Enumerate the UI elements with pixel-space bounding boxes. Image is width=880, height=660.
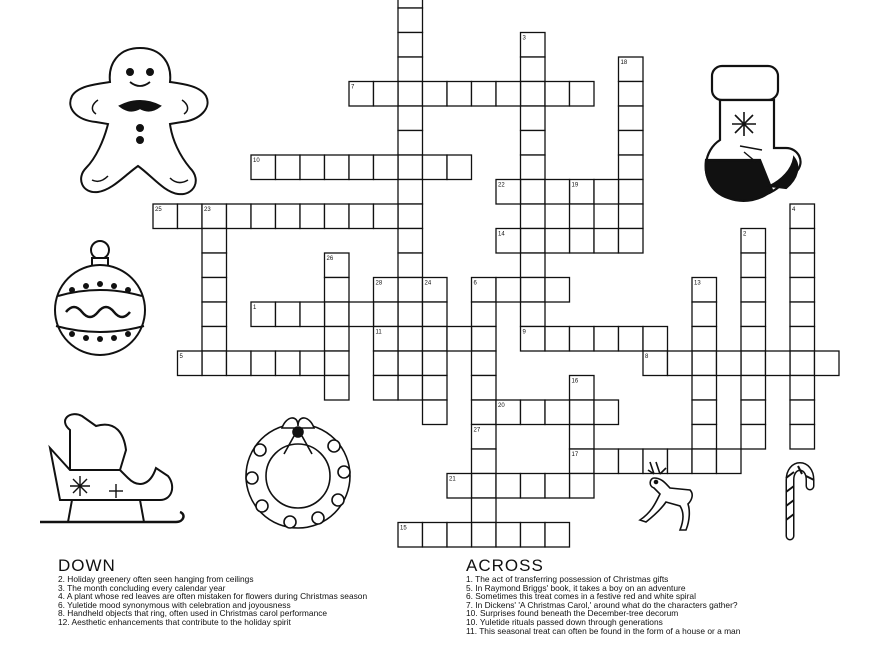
crossword-cell[interactable] — [521, 82, 546, 107]
down-clue: 6. Yuletide mood synonymous with celebration and joyousness — [58, 599, 291, 610]
crossword-cell[interactable] — [374, 351, 399, 376]
crossword-cell[interactable] — [619, 131, 644, 156]
crossword-cell[interactable] — [521, 131, 546, 156]
crossword-cell[interactable] — [496, 474, 521, 499]
down-clue: 3. The month concluding every calendar year — [58, 582, 226, 593]
crossword-cell[interactable] — [692, 449, 717, 474]
crossword-cell[interactable] — [790, 376, 815, 401]
cell-number: 1 — [253, 305, 257, 311]
crossword-cell[interactable] — [521, 57, 546, 82]
crossword-cell[interactable] — [521, 204, 546, 229]
crossword-cell[interactable] — [398, 351, 423, 376]
cell-number: 17 — [571, 452, 579, 458]
crossword-cell[interactable] — [619, 155, 644, 180]
crossword-cell[interactable] — [790, 229, 815, 254]
cell-number: 2 — [743, 231, 747, 238]
crossword-cell[interactable] — [472, 351, 497, 376]
crossword-cell[interactable] — [717, 351, 742, 376]
crossword-cell[interactable] — [374, 302, 399, 327]
cell-number: 7 — [351, 84, 355, 91]
crossword-cell[interactable] — [594, 400, 619, 425]
down-clue: 12. Aesthetic enhancements that contribute to the holiday spirit — [58, 616, 291, 627]
crossword-cell[interactable] — [202, 229, 227, 254]
crossword-cell[interactable] — [398, 229, 423, 254]
cell-number: 6 — [473, 280, 477, 287]
cell-number: 4 — [792, 207, 796, 213]
cell-number: 19 — [571, 182, 579, 189]
crossword-cell[interactable] — [374, 82, 399, 107]
crossword-cell[interactable] — [545, 327, 570, 352]
cell-number: 11 — [375, 329, 382, 336]
crossword-cell[interactable] — [521, 474, 546, 499]
cell-number: 8 — [645, 354, 649, 360]
crossword-cell[interactable] — [398, 8, 423, 33]
crossword-cell[interactable] — [300, 204, 325, 229]
crossword-cell[interactable] — [398, 302, 423, 327]
crossword-cell[interactable] — [472, 400, 497, 425]
crossword-cell[interactable] — [790, 302, 815, 327]
crossword-cell[interactable] — [545, 474, 570, 499]
crossword-cell[interactable] — [496, 523, 521, 548]
crossword-cell[interactable] — [570, 204, 595, 229]
crossword-cell[interactable] — [717, 449, 742, 474]
crossword-cell[interactable] — [398, 253, 423, 278]
crossword-cell[interactable] — [472, 474, 497, 499]
crossword-cell[interactable] — [643, 327, 668, 352]
crossword-cell[interactable] — [423, 327, 448, 352]
crossword-cell[interactable] — [619, 327, 644, 352]
crossword-cell[interactable] — [398, 131, 423, 156]
crossword-cell[interactable] — [227, 351, 252, 376]
crossword-cell[interactable] — [325, 278, 350, 303]
cell-number: 25 — [155, 207, 162, 213]
crossword-cell[interactable] — [423, 351, 448, 376]
crossword-cell[interactable] — [349, 204, 374, 229]
crossword-cell[interactable] — [521, 302, 546, 327]
crossword-cell[interactable] — [692, 302, 717, 327]
cell-number: 21 — [449, 476, 456, 483]
crossword-cell[interactable] — [325, 155, 350, 180]
crossword-cell[interactable] — [815, 351, 840, 376]
crossword-cell[interactable] — [447, 523, 472, 548]
crossword-cell[interactable] — [741, 278, 766, 303]
crossword-cell[interactable] — [423, 400, 448, 425]
crossword-cell[interactable] — [447, 82, 472, 107]
down-heading: DOWN — [58, 556, 116, 575]
crossword-cell[interactable] — [472, 327, 497, 352]
crossword-cell[interactable] — [790, 400, 815, 425]
across-clue: 11. This seasonal treat can often be found in the form of a house or a man — [466, 625, 741, 636]
crossword-cell[interactable] — [398, 0, 423, 8]
down-clue-list — [58, 575, 378, 627]
down-clue: 8. Handheld objects that ring, often used in Christmas carol performance — [58, 608, 328, 619]
crossword-cell[interactable] — [472, 302, 497, 327]
crossword-cell[interactable] — [472, 498, 497, 523]
across-clue: 1. The act of transferring possession of Christmas gifts — [466, 574, 669, 584]
cell-number: 10 — [253, 158, 260, 164]
crossword-cell[interactable] — [349, 155, 374, 180]
cell-number: 15 — [400, 525, 407, 532]
cell-number: 14 — [498, 231, 505, 238]
crossword-cell[interactable] — [790, 425, 815, 450]
crossword-cell[interactable] — [276, 155, 301, 180]
crossword-cell[interactable] — [398, 376, 423, 401]
crossword-cell[interactable] — [423, 376, 448, 401]
crossword-cell[interactable] — [545, 278, 570, 303]
crossword-cell[interactable] — [790, 351, 815, 376]
crossword-cell[interactable] — [202, 253, 227, 278]
cell-number: 20 — [498, 403, 505, 409]
crossword-cell[interactable] — [619, 449, 644, 474]
crossword-cell[interactable] — [594, 180, 619, 205]
crossword-cell[interactable] — [276, 351, 301, 376]
crossword-cell[interactable] — [741, 253, 766, 278]
crossword-cell[interactable] — [398, 106, 423, 131]
crossword-cell[interactable] — [227, 204, 252, 229]
crossword-cell[interactable] — [398, 33, 423, 58]
across-clue: 7. In Dickens' 'A Christmas Carol,' around what do the characters gather? — [466, 599, 738, 610]
crossword-cell[interactable] — [472, 82, 497, 107]
crossword-cell[interactable] — [423, 302, 448, 327]
crossword-cell[interactable] — [692, 425, 717, 450]
crossword-cell[interactable] — [619, 204, 644, 229]
crossword-cell[interactable] — [619, 82, 644, 107]
crossword-cell[interactable] — [594, 229, 619, 254]
crossword-cell[interactable] — [398, 327, 423, 352]
crossword-cell[interactable] — [374, 376, 399, 401]
crossword-cell[interactable] — [325, 327, 350, 352]
crossword-cell[interactable] — [643, 449, 668, 474]
cell-number: 13 — [694, 280, 701, 287]
crossword-cell[interactable] — [692, 400, 717, 425]
across-heading: ACROSS — [466, 556, 544, 575]
crossword-cell[interactable] — [300, 351, 325, 376]
cell-number: 24 — [424, 280, 432, 287]
crossword-cell[interactable] — [692, 376, 717, 401]
crossword-cell[interactable] — [570, 400, 595, 425]
cell-number: 18 — [620, 60, 628, 66]
crossword-cell[interactable] — [545, 180, 570, 205]
crossword-cell[interactable] — [545, 229, 570, 254]
crossword-cell[interactable] — [619, 106, 644, 131]
crossword-cell[interactable] — [594, 327, 619, 352]
crossword-cell[interactable] — [741, 425, 766, 450]
crossword-cell[interactable] — [251, 204, 276, 229]
crossword-cell[interactable] — [741, 376, 766, 401]
cell-number: 26 — [326, 256, 334, 262]
crossword-cell[interactable] — [276, 204, 301, 229]
crossword-cell[interactable] — [325, 376, 350, 401]
crossword-cell[interactable] — [178, 204, 203, 229]
crossword-cell[interactable] — [521, 106, 546, 131]
crossword-cell[interactable] — [521, 253, 546, 278]
crossword-cell[interactable] — [619, 180, 644, 205]
crossword-cell[interactable] — [668, 449, 693, 474]
crossword-cell[interactable] — [790, 327, 815, 352]
across-clue: 10. Yuletide rituals passed down through generations — [466, 616, 663, 627]
crossword-cell[interactable] — [545, 82, 570, 107]
crossword-cell[interactable] — [521, 155, 546, 180]
crossword-cell[interactable] — [374, 204, 399, 229]
crossword-cell[interactable] — [619, 229, 644, 254]
crossword-cell[interactable] — [570, 474, 595, 499]
crossword-cell[interactable] — [423, 155, 448, 180]
crossword-cell[interactable] — [398, 82, 423, 107]
crossword-cell[interactable] — [790, 253, 815, 278]
crossword-cell[interactable] — [521, 180, 546, 205]
crossword-cell[interactable] — [496, 82, 521, 107]
crossword-cell[interactable] — [374, 155, 399, 180]
cell-number: 5 — [179, 354, 183, 360]
crossword-cell[interactable] — [251, 351, 276, 376]
crossword-cell[interactable] — [741, 327, 766, 352]
crossword-cell[interactable] — [447, 327, 472, 352]
cell-number: 27 — [473, 427, 481, 434]
crossword-cell[interactable] — [398, 57, 423, 82]
crossword-cell[interactable] — [570, 425, 595, 450]
across-clue-list — [466, 575, 791, 635]
crossword-cell[interactable] — [423, 82, 448, 107]
cell-number: 16 — [571, 378, 579, 385]
crossword-cell[interactable] — [594, 449, 619, 474]
crossword-cell[interactable] — [692, 351, 717, 376]
crossword-cell[interactable] — [276, 302, 301, 327]
crossword-cell[interactable] — [202, 278, 227, 303]
crossword-cell[interactable] — [398, 155, 423, 180]
crossword-cell[interactable] — [398, 278, 423, 303]
crossword-cell[interactable] — [325, 302, 350, 327]
crossword-cell[interactable] — [790, 278, 815, 303]
down-clue: 4. A plant whose red leaves are often mistaken for flowers during Christmas season — [58, 591, 368, 602]
across-clue: 5. In Raymond Briggs' book, it takes a boy on an adventure — [466, 582, 686, 593]
crossword-cell[interactable] — [668, 351, 693, 376]
crossword-cell[interactable] — [472, 523, 497, 548]
cell-number: 28 — [375, 280, 383, 287]
across-clue: 10. Surprises found beneath the December-tree decorum — [466, 608, 679, 619]
crossword-cell[interactable] — [521, 278, 546, 303]
cell-number: 23 — [204, 207, 211, 213]
crossword-cell[interactable] — [325, 204, 350, 229]
crossword-cell[interactable] — [766, 351, 791, 376]
crossword-cell[interactable] — [447, 155, 472, 180]
cell-number: 9 — [522, 329, 526, 336]
across-clue: 6. Sometimes this treat comes in a festive red and white spiral — [466, 591, 696, 602]
cell-number: 3 — [522, 35, 526, 42]
crossword-cell[interactable] — [521, 229, 546, 254]
crossword-cell[interactable] — [570, 327, 595, 352]
cell-number: 22 — [498, 182, 505, 189]
crossword-cell[interactable] — [692, 327, 717, 352]
crossword-cell[interactable] — [545, 523, 570, 548]
crossword-cell[interactable] — [521, 523, 546, 548]
crossword-cell[interactable] — [741, 351, 766, 376]
crossword-cell[interactable] — [472, 449, 497, 474]
crossword-cell[interactable] — [570, 82, 595, 107]
crossword-cell[interactable] — [423, 523, 448, 548]
crossword-cell[interactable] — [202, 327, 227, 352]
crossword-cell[interactable] — [349, 302, 374, 327]
crossword-cell[interactable] — [472, 376, 497, 401]
crossword-cell[interactable] — [202, 302, 227, 327]
down-clue: 2. Holiday greenery often seen hanging from ceilings — [58, 574, 254, 584]
crossword-cell[interactable] — [496, 278, 521, 303]
crossword-cell[interactable] — [300, 155, 325, 180]
crossword-cell[interactable] — [741, 302, 766, 327]
crossword-cell[interactable] — [398, 204, 423, 229]
crossword-cell[interactable] — [741, 400, 766, 425]
crossword-cell[interactable] — [202, 351, 227, 376]
crossword-cell[interactable] — [325, 351, 350, 376]
crossword-cell[interactable] — [300, 302, 325, 327]
crossword-cell[interactable] — [398, 180, 423, 205]
crossword-cell[interactable] — [570, 229, 595, 254]
crossword-cell[interactable] — [545, 400, 570, 425]
crossword-cell[interactable] — [521, 400, 546, 425]
